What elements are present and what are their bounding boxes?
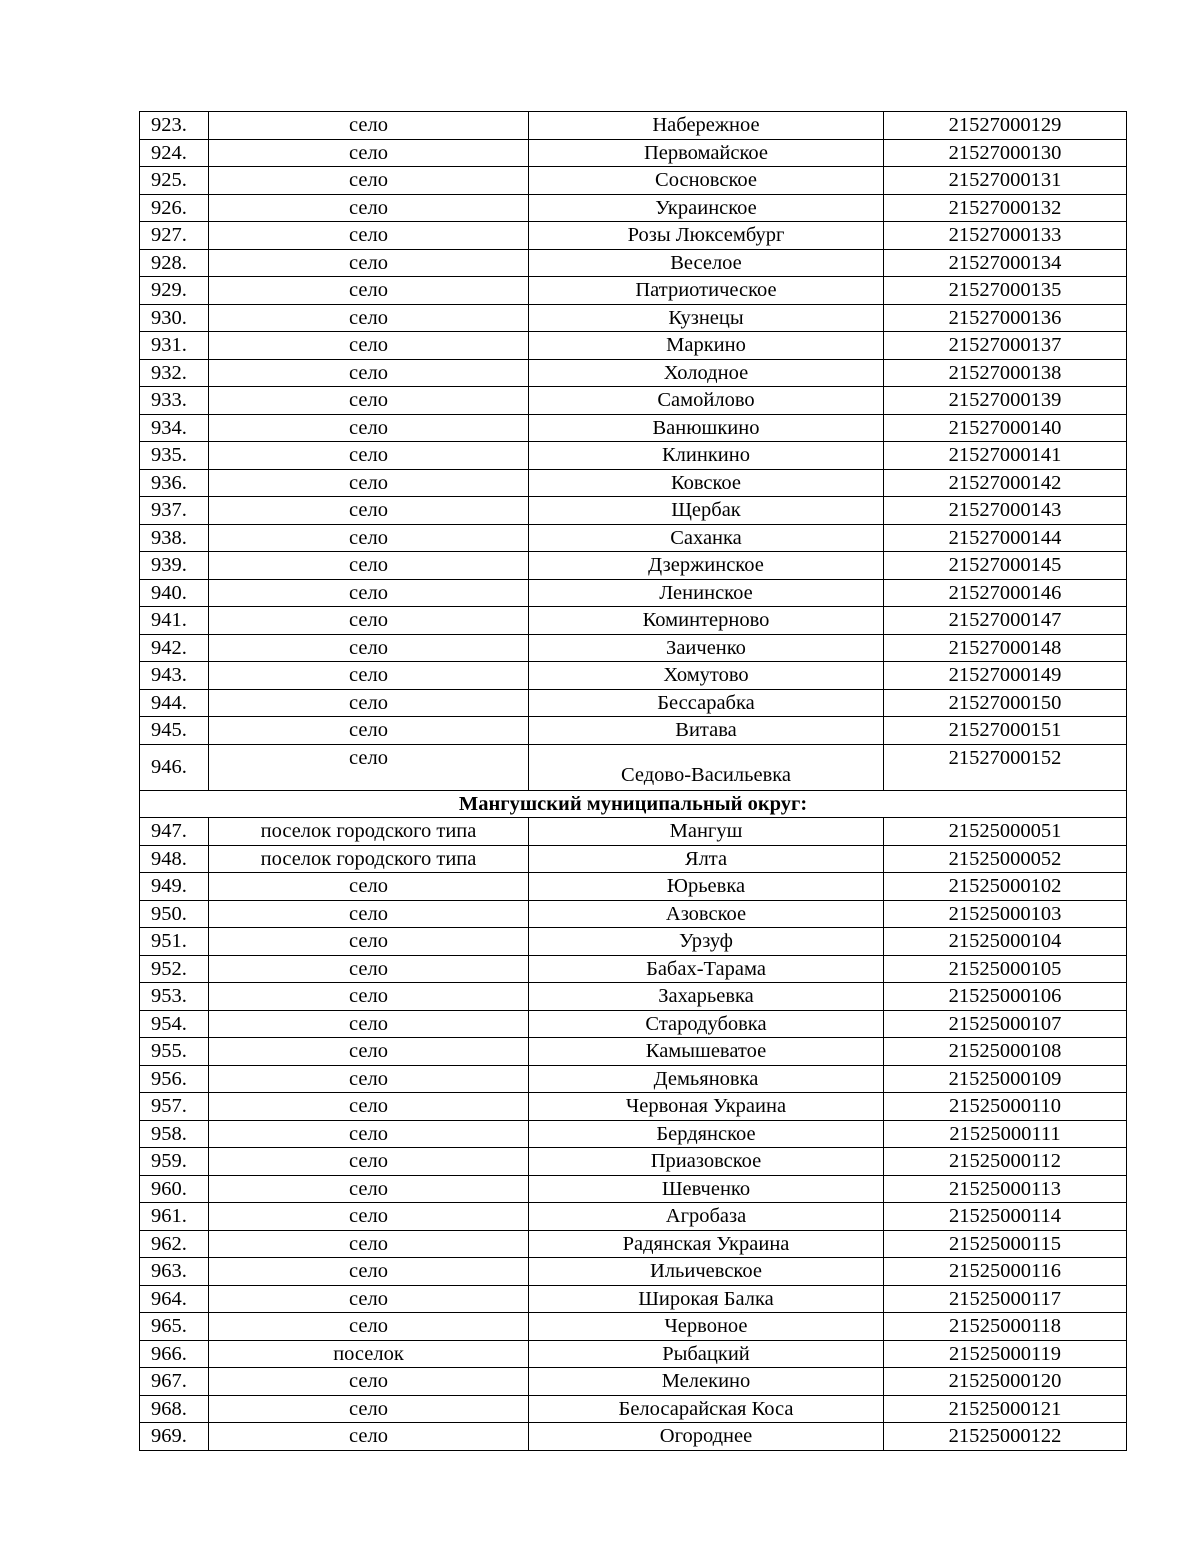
settlements-tall-row-group bbox=[140, 744, 1127, 818]
settlements-table bbox=[139, 111, 1127, 1451]
settlement-type: село bbox=[209, 387, 529, 415]
settlement-type: село bbox=[209, 873, 529, 901]
row-number: 947. bbox=[140, 818, 209, 846]
settlement-type: село bbox=[209, 1258, 529, 1286]
row-number: 946. bbox=[140, 744, 209, 790]
settlement-name: Белосарайская Коса bbox=[529, 1395, 884, 1423]
settlement-type: село bbox=[209, 1230, 529, 1258]
table-row bbox=[140, 1010, 1127, 1038]
settlement-code: 21525000104 bbox=[884, 928, 1127, 956]
row-number: 966. bbox=[140, 1340, 209, 1368]
settlement-code: 21527000143 bbox=[884, 497, 1127, 525]
table-row bbox=[140, 1230, 1127, 1258]
row-number: 945. bbox=[140, 717, 209, 745]
settlement-name: Дзержинское bbox=[529, 552, 884, 580]
settlement-code: 21525000118 bbox=[884, 1313, 1127, 1341]
table-row bbox=[140, 744, 1127, 790]
settlement-code: 21525000113 bbox=[884, 1175, 1127, 1203]
row-number: 932. bbox=[140, 359, 209, 387]
settlement-type: село bbox=[209, 1175, 529, 1203]
settlement-type: село bbox=[209, 277, 529, 305]
row-number: 953. bbox=[140, 983, 209, 1011]
settlement-type: поселок городского типа bbox=[209, 818, 529, 846]
settlement-type: село bbox=[209, 469, 529, 497]
settlement-code: 21525000115 bbox=[884, 1230, 1127, 1258]
row-number: 952. bbox=[140, 955, 209, 983]
settlement-code: 21525000102 bbox=[884, 873, 1127, 901]
table-row bbox=[140, 1148, 1127, 1176]
table-row bbox=[140, 1423, 1127, 1451]
settlement-code: 21527000134 bbox=[884, 249, 1127, 277]
settlement-name: Ванюшкино bbox=[529, 414, 884, 442]
table-row bbox=[140, 277, 1127, 305]
settlement-code: 21527000131 bbox=[884, 167, 1127, 195]
settlement-name: Украинское bbox=[529, 194, 884, 222]
settlement-code: 21527000146 bbox=[884, 579, 1127, 607]
settlement-code: 21527000129 bbox=[884, 112, 1127, 140]
settlement-type: поселок bbox=[209, 1340, 529, 1368]
table-row bbox=[140, 249, 1127, 277]
row-number: 968. bbox=[140, 1395, 209, 1423]
settlement-type: село bbox=[209, 1423, 529, 1451]
table-row bbox=[140, 689, 1127, 717]
settlement-name: Широкая Балка bbox=[529, 1285, 884, 1313]
table-row bbox=[140, 304, 1127, 332]
settlement-code: 21527000137 bbox=[884, 332, 1127, 360]
settlement-type: село bbox=[209, 1093, 529, 1121]
table-row bbox=[140, 497, 1127, 525]
settlement-name: Демьяновка bbox=[529, 1065, 884, 1093]
settlement-code: 21525000114 bbox=[884, 1203, 1127, 1231]
row-number: 969. bbox=[140, 1423, 209, 1451]
settlement-name: Набережное bbox=[529, 112, 884, 140]
settlement-name: Камышеватое bbox=[529, 1038, 884, 1066]
table-row bbox=[140, 662, 1127, 690]
settlement-name: Червоное bbox=[529, 1313, 884, 1341]
row-number: 943. bbox=[140, 662, 209, 690]
row-number: 926. bbox=[140, 194, 209, 222]
settlement-type: село bbox=[209, 194, 529, 222]
settlement-code: 21527000151 bbox=[884, 717, 1127, 745]
row-number: 949. bbox=[140, 873, 209, 901]
row-number: 942. bbox=[140, 634, 209, 662]
table-row bbox=[140, 1175, 1127, 1203]
settlement-code: 21527000140 bbox=[884, 414, 1127, 442]
settlement-code: 21525000112 bbox=[884, 1148, 1127, 1176]
settlement-code: 21527000133 bbox=[884, 222, 1127, 250]
table-row bbox=[140, 1258, 1127, 1286]
table-row bbox=[140, 194, 1127, 222]
row-number: 938. bbox=[140, 524, 209, 552]
settlement-code: 21525000120 bbox=[884, 1368, 1127, 1396]
table-row bbox=[140, 469, 1127, 497]
section-title: Мангушский муниципальный округ: bbox=[140, 790, 1127, 818]
table-row bbox=[140, 1065, 1127, 1093]
settlement-type: село bbox=[209, 1203, 529, 1231]
table-row bbox=[140, 818, 1127, 846]
table-row bbox=[140, 359, 1127, 387]
settlement-type: село bbox=[209, 717, 529, 745]
row-number: 951. bbox=[140, 928, 209, 956]
settlement-type: село bbox=[209, 1120, 529, 1148]
settlement-code: 21527000148 bbox=[884, 634, 1127, 662]
settlement-type: поселок городского типа bbox=[209, 845, 529, 873]
table-row bbox=[140, 634, 1127, 662]
settlement-type: село bbox=[209, 1038, 529, 1066]
table-row bbox=[140, 579, 1127, 607]
row-number: 959. bbox=[140, 1148, 209, 1176]
settlement-name: Розы Люксембург bbox=[529, 222, 884, 250]
settlement-type: село bbox=[209, 332, 529, 360]
row-number: 965. bbox=[140, 1313, 209, 1341]
settlement-code: 21525000106 bbox=[884, 983, 1127, 1011]
settlement-code: 21527000149 bbox=[884, 662, 1127, 690]
settlement-code: 21527000138 bbox=[884, 359, 1127, 387]
settlement-type: село bbox=[209, 607, 529, 635]
table-row bbox=[140, 1203, 1127, 1231]
row-number: 936. bbox=[140, 469, 209, 497]
row-number: 955. bbox=[140, 1038, 209, 1066]
settlement-type: село bbox=[209, 524, 529, 552]
settlement-type: село bbox=[209, 1148, 529, 1176]
table-row bbox=[140, 928, 1127, 956]
row-number: 939. bbox=[140, 552, 209, 580]
settlement-name: Коминтерново bbox=[529, 607, 884, 635]
row-number: 931. bbox=[140, 332, 209, 360]
table-row bbox=[140, 1313, 1127, 1341]
row-number: 962. bbox=[140, 1230, 209, 1258]
settlement-type: село bbox=[209, 955, 529, 983]
settlement-code: 21525000108 bbox=[884, 1038, 1127, 1066]
row-number: 925. bbox=[140, 167, 209, 195]
settlement-code: 21525000107 bbox=[884, 1010, 1127, 1038]
settlement-type: село bbox=[209, 139, 529, 167]
settlement-name: Веселое bbox=[529, 249, 884, 277]
settlements-group-1 bbox=[140, 112, 1127, 745]
row-number: 944. bbox=[140, 689, 209, 717]
row-number: 950. bbox=[140, 900, 209, 928]
settlement-type: село bbox=[209, 662, 529, 690]
row-number: 928. bbox=[140, 249, 209, 277]
row-number: 937. bbox=[140, 497, 209, 525]
table-row bbox=[140, 1093, 1127, 1121]
table-row bbox=[140, 717, 1127, 745]
settlement-name: Самойлово bbox=[529, 387, 884, 415]
row-number: 948. bbox=[140, 845, 209, 873]
settlement-code: 21525000051 bbox=[884, 818, 1127, 846]
table-row bbox=[140, 873, 1127, 901]
settlement-code: 21527000142 bbox=[884, 469, 1127, 497]
settlement-type: село bbox=[209, 497, 529, 525]
row-number: 957. bbox=[140, 1093, 209, 1121]
settlement-code: 21525000110 bbox=[884, 1093, 1127, 1121]
settlement-type: село bbox=[209, 900, 529, 928]
table-row bbox=[140, 139, 1127, 167]
settlement-name: Радянская Украина bbox=[529, 1230, 884, 1258]
settlement-name: Огороднее bbox=[529, 1423, 884, 1451]
table-row bbox=[140, 845, 1127, 873]
table-row bbox=[140, 983, 1127, 1011]
table-row bbox=[140, 524, 1127, 552]
table-row bbox=[140, 1395, 1127, 1423]
table-row bbox=[140, 414, 1127, 442]
settlement-type: село bbox=[209, 112, 529, 140]
settlement-type: село bbox=[209, 359, 529, 387]
settlement-type: село bbox=[209, 167, 529, 195]
row-number: 967. bbox=[140, 1368, 209, 1396]
settlement-type: село bbox=[209, 744, 529, 790]
table-row bbox=[140, 552, 1127, 580]
settlement-code: 21525000103 bbox=[884, 900, 1127, 928]
table-row bbox=[140, 167, 1127, 195]
settlement-type: село bbox=[209, 1065, 529, 1093]
row-number: 933. bbox=[140, 387, 209, 415]
settlement-name: Седово-Васильевка bbox=[529, 744, 884, 790]
row-number: 924. bbox=[140, 139, 209, 167]
table-row bbox=[140, 387, 1127, 415]
settlement-name: Приазовское bbox=[529, 1148, 884, 1176]
row-number: 929. bbox=[140, 277, 209, 305]
row-number: 964. bbox=[140, 1285, 209, 1313]
settlement-type: село bbox=[209, 552, 529, 580]
settlement-type: село bbox=[209, 304, 529, 332]
settlement-type: село bbox=[209, 1010, 529, 1038]
row-number: 954. bbox=[140, 1010, 209, 1038]
settlement-type: село bbox=[209, 414, 529, 442]
settlement-name: Захарьевка bbox=[529, 983, 884, 1011]
settlement-code: 21525000111 bbox=[884, 1120, 1127, 1148]
settlement-type: село bbox=[209, 689, 529, 717]
settlement-code: 21527000152 bbox=[884, 744, 1127, 790]
settlement-code: 21525000122 bbox=[884, 1423, 1127, 1451]
settlement-type: село bbox=[209, 983, 529, 1011]
settlement-name: Бессарабка bbox=[529, 689, 884, 717]
row-number: 940. bbox=[140, 579, 209, 607]
settlement-type: село bbox=[209, 1313, 529, 1341]
row-number: 958. bbox=[140, 1120, 209, 1148]
settlement-name: Ленинское bbox=[529, 579, 884, 607]
table-row bbox=[140, 1038, 1127, 1066]
settlement-name: Щербак bbox=[529, 497, 884, 525]
settlement-name: Хомутово bbox=[529, 662, 884, 690]
settlement-type: село bbox=[209, 1395, 529, 1423]
table-row bbox=[140, 607, 1127, 635]
row-number: 930. bbox=[140, 304, 209, 332]
settlement-code: 21525000121 bbox=[884, 1395, 1127, 1423]
table-row bbox=[140, 442, 1127, 470]
settlement-code: 21525000105 bbox=[884, 955, 1127, 983]
settlement-name: Бердянское bbox=[529, 1120, 884, 1148]
settlement-name: Витава bbox=[529, 717, 884, 745]
row-number: 960. bbox=[140, 1175, 209, 1203]
settlement-name: Ильичевское bbox=[529, 1258, 884, 1286]
settlement-name: Клинкино bbox=[529, 442, 884, 470]
settlement-name: Заиченко bbox=[529, 634, 884, 662]
settlement-code: 21527000144 bbox=[884, 524, 1127, 552]
settlement-type: село bbox=[209, 249, 529, 277]
row-number: 941. bbox=[140, 607, 209, 635]
row-number: 923. bbox=[140, 112, 209, 140]
row-number: 963. bbox=[140, 1258, 209, 1286]
settlement-name: Первомайское bbox=[529, 139, 884, 167]
settlement-name: Ялта bbox=[529, 845, 884, 873]
settlement-name: Юрьевка bbox=[529, 873, 884, 901]
table-row bbox=[140, 900, 1127, 928]
table-row bbox=[140, 112, 1127, 140]
settlement-type: село bbox=[209, 1285, 529, 1313]
settlement-type: село bbox=[209, 634, 529, 662]
settlement-name: Мангуш bbox=[529, 818, 884, 846]
settlement-name: Мелекино bbox=[529, 1368, 884, 1396]
table-row bbox=[140, 222, 1127, 250]
settlement-code: 21525000109 bbox=[884, 1065, 1127, 1093]
row-number: 961. bbox=[140, 1203, 209, 1231]
settlement-code: 21527000150 bbox=[884, 689, 1127, 717]
table-row bbox=[140, 1120, 1127, 1148]
settlement-name: Холодное bbox=[529, 359, 884, 387]
settlement-name: Кузнецы bbox=[529, 304, 884, 332]
table-row bbox=[140, 1368, 1127, 1396]
table-row bbox=[140, 955, 1127, 983]
row-number: 935. bbox=[140, 442, 209, 470]
settlement-code: 21527000136 bbox=[884, 304, 1127, 332]
settlement-code: 21527000139 bbox=[884, 387, 1127, 415]
settlement-code: 21527000132 bbox=[884, 194, 1127, 222]
settlement-name: Шевченко bbox=[529, 1175, 884, 1203]
settlement-code: 21527000135 bbox=[884, 277, 1127, 305]
settlement-name: Агробаза bbox=[529, 1203, 884, 1231]
settlement-name: Ковское bbox=[529, 469, 884, 497]
row-number: 956. bbox=[140, 1065, 209, 1093]
settlement-code: 21525000117 bbox=[884, 1285, 1127, 1313]
settlement-type: село bbox=[209, 442, 529, 470]
settlement-name: Сосновское bbox=[529, 167, 884, 195]
settlement-name: Червоная Украина bbox=[529, 1093, 884, 1121]
settlement-code: 21527000130 bbox=[884, 139, 1127, 167]
settlement-type: село bbox=[209, 579, 529, 607]
settlement-type: село bbox=[209, 222, 529, 250]
settlement-type: село bbox=[209, 1368, 529, 1396]
section-header-row bbox=[140, 790, 1127, 818]
settlement-code: 21527000145 bbox=[884, 552, 1127, 580]
row-number: 927. bbox=[140, 222, 209, 250]
table-row bbox=[140, 1285, 1127, 1313]
settlements-group-2 bbox=[140, 818, 1127, 1451]
settlement-code: 21525000119 bbox=[884, 1340, 1127, 1368]
settlement-type: село bbox=[209, 928, 529, 956]
settlement-name: Патриотическое bbox=[529, 277, 884, 305]
settlement-code: 21527000141 bbox=[884, 442, 1127, 470]
settlement-name: Бабах-Тарама bbox=[529, 955, 884, 983]
settlement-code: 21527000147 bbox=[884, 607, 1127, 635]
table-row bbox=[140, 332, 1127, 360]
table-row bbox=[140, 1340, 1127, 1368]
settlement-name: Азовское bbox=[529, 900, 884, 928]
settlement-name: Урзуф bbox=[529, 928, 884, 956]
settlement-code: 21525000052 bbox=[884, 845, 1127, 873]
settlement-name: Маркино bbox=[529, 332, 884, 360]
settlement-name: Саханка bbox=[529, 524, 884, 552]
settlement-code: 21525000116 bbox=[884, 1258, 1127, 1286]
settlement-name: Стародубовка bbox=[529, 1010, 884, 1038]
row-number: 934. bbox=[140, 414, 209, 442]
settlement-name: Рыбацкий bbox=[529, 1340, 884, 1368]
